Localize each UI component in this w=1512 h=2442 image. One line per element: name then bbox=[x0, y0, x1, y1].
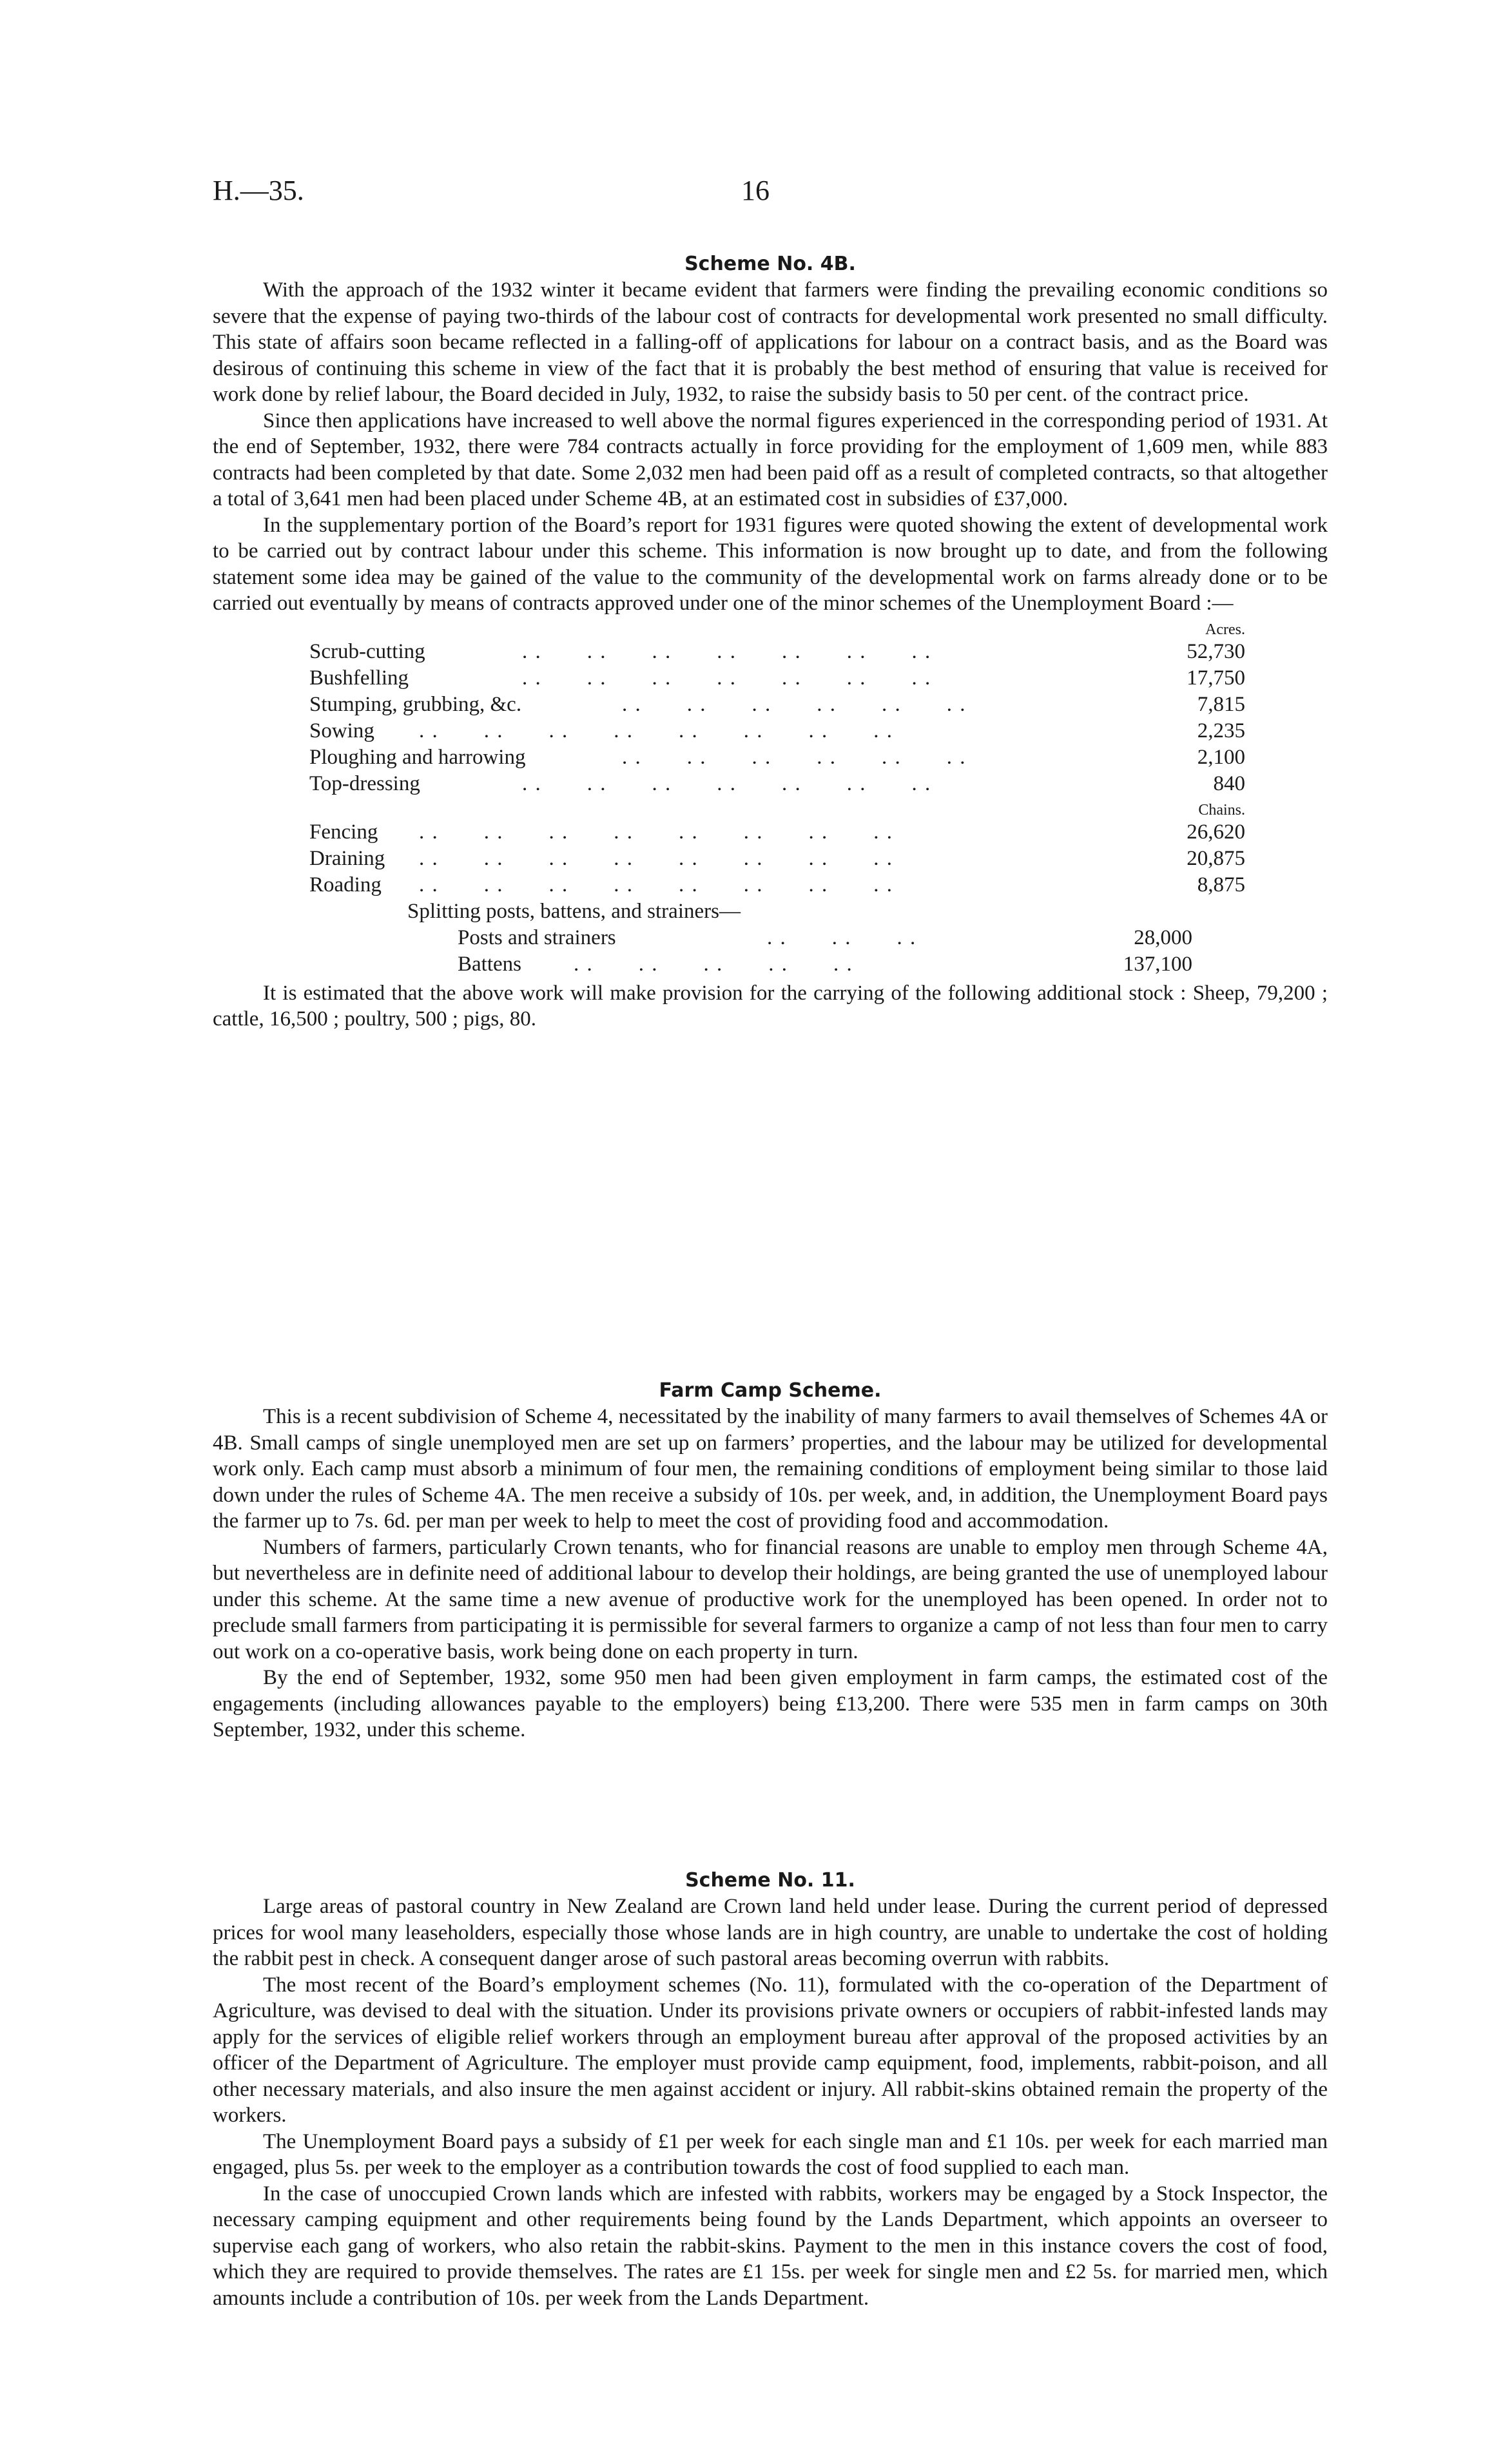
row-value: 137,100 bbox=[1123, 952, 1192, 976]
row-value: 28,000 bbox=[1134, 925, 1192, 949]
paragraph: It is estimated that the above work will make provision for the carrying of the following additional stock : Sheep, 79,200 ; cattle, 16,500 ; poultry, 500 ; pigs, 80. bbox=[213, 981, 1328, 1031]
row-value: 2,235 bbox=[1197, 719, 1245, 742]
paragraph: The Unemployment Board pays a subsidy of £1 per week for each single man and £1 10s. per week for each married man engaged, plus 5s. per week to the employer as a contribution towards the cost of food supplied to each man. bbox=[213, 2129, 1328, 2179]
unit-header-chains: Chains. bbox=[1198, 801, 1245, 819]
row-value: 840 bbox=[1213, 771, 1245, 795]
paragraph: The most recent of the Board’s employment schemes (No. 11), formulated with the co-operation of the Department of Agriculture, was devised to deal with the situation. Under its provisions private owners or occupiers of rabbit-infested lands may apply for the services of eligible relief workers through an employment bureau after approval of the proposed activities by an officer of the Department of Agriculture. The employer must provide camp equipment, food, implements, rabbit-poison, and all other necessary materials, and also insure the men against accident or injury. All rabbit-skins obtained remain the property of the workers. bbox=[213, 1973, 1328, 2127]
section-title-scheme-11: Scheme No. 11. bbox=[685, 1869, 855, 1892]
page-number: 16 bbox=[741, 175, 770, 206]
row-label: Ploughing and harrowing bbox=[309, 745, 526, 769]
section-scheme-11 bbox=[213, 1868, 1328, 2311]
row-value: 7,815 bbox=[1197, 692, 1245, 716]
row-value: 52,730 bbox=[1187, 639, 1245, 663]
paragraph: With the approach of the 1932 winter it became evident that farmers were finding the prevailing economic conditions so severe that the expense of paying two-thirds of the labour cost of contracts for developmental work presented no small difficulty. This state of affairs soon became reflected in a falling-off of applications for labour on a contract basis, and as the Board was desirous of continuing this scheme in view of the fact that it is probably the best method of ensuring that value is received for work done by relief labour, the Board decided in July, 1932, to raise the subsidy basis to 50 per cent. of the contract price. bbox=[213, 278, 1328, 406]
row-label: Sowing bbox=[309, 719, 374, 742]
row-value: 2,100 bbox=[1197, 745, 1245, 769]
row-label: Battens bbox=[458, 952, 521, 976]
section-title-scheme-4b: Scheme No. 4B. bbox=[684, 253, 856, 275]
paragraph: By the end of September, 1932, some 950 men had been given employment in farm camps, the estimated cost of the engagements (including allowances payable to the employers) being £13,200. There were 535 men in farm camps on 30th September, 1932, under this scheme. bbox=[213, 1666, 1328, 1741]
paragraph: In the supplementary portion of the Board’s report for 1931 figures were quoted showing the extent of developmental work to be carried out by contract labour under this scheme. This information is now brought up to date, and from the following statement some idea may be gained of the value to the community of the developmental work on farms already done or to be carried out eventually by means of contracts approved under one of the minor schemes of the Unemployment Board :— bbox=[213, 513, 1328, 615]
row-value: 20,875 bbox=[1187, 846, 1245, 870]
row-label: Splitting posts, battens, and strainers— bbox=[407, 899, 741, 923]
row-value: 26,620 bbox=[1187, 820, 1245, 844]
section-title-farm-camp: Farm Camp Scheme. bbox=[659, 1379, 882, 1402]
work-statement-table bbox=[213, 617, 1328, 978]
paragraph: This is a recent subdivision of Scheme 4, necessitated by the inability of many farmers to avail themselves of Schemes 4A or 4B. Small camps of single unemployed men are set up on farmers’ properties, and the labour may be utilized for developmental work only. Each camp must absorb a minimum of four men, the remaining conditions of employment being similar to those laid down under the rules of Scheme 4A. The men receive a subsidy of 10s. per week, and, in addition, the Unemployment Board pays the farmer up to 7s. 6d. per man per week to help to meet the cost of providing food and accommodation. bbox=[213, 1405, 1328, 1533]
table-row: Bushfelling . . . . . . . . . . . . . . 17,750 bbox=[213, 665, 1328, 692]
paragraph: In the case of unoccupied Crown lands which are infested with rabbits, workers may be engaged by a Stock Inspector, the necessary camping equipment and other requirements being found by the Lands Department, which appoints an overseer to supervise each gang of workers, who also retain the rabbit-skins. Payment to the men in this instance covers the cost of food, which they are required to provide themselves. The rates are £1 15s. per week for single men and £2 5s. for married men, which amounts include a contribution of 10s. per week from the Lands Department. bbox=[213, 2182, 1328, 2310]
row-label: Roading bbox=[309, 873, 382, 896]
section-farm-camp-scheme bbox=[213, 1378, 1328, 1743]
paragraph: Since then applications have increased to well above the normal figures experienced in the corresponding period of 1931. At the end of September, 1932, there were 784 contracts actually in force providing for the employment of 1,609 men, while 883 contracts had been completed by that date. Some 2,032 men had been paid off as a result of completed contracts, so that altogether a total of 3,641 men had been placed under Scheme 4B, at an estimated cost in subsidies of £37,000. bbox=[213, 409, 1328, 510]
table-row: Roading . . . . . . . . . . . . . . . . 8,875 bbox=[213, 872, 1328, 898]
row-label: Draining bbox=[309, 846, 385, 870]
table-row: Fencing . . . . . . . . . . . . . . . . 26,620 bbox=[213, 819, 1328, 846]
table-row: Battens . . . . . . . . . . 137,100 bbox=[213, 951, 1328, 978]
row-label: Bushfelling bbox=[309, 666, 409, 690]
table-row: Top-dressing . . . . . . . . . . . . . . 840 bbox=[213, 771, 1328, 797]
row-label: Scrub-cutting bbox=[309, 639, 425, 663]
row-label: Top-dressing bbox=[309, 771, 420, 795]
table-row: Stumping, grubbing, &c. . . . . . . . . . . . . 7,815 bbox=[213, 692, 1328, 718]
row-label: Stumping, grubbing, &c. bbox=[309, 692, 522, 716]
section-scheme-4b bbox=[213, 251, 1328, 1032]
table-row: Posts and strainers . . . . . . 28,000 bbox=[213, 925, 1328, 951]
document-reference: H.—35. bbox=[213, 175, 304, 206]
row-label: Fencing bbox=[309, 820, 378, 844]
table-row: Scrub-cutting . . . . . . . . . . . . . . 52,730 bbox=[213, 639, 1328, 665]
paragraph: Numbers of farmers, particularly Crown tenants, who for financial reasons are unable to employ men through Scheme 4A, but nevertheless are in definite need of additional labour to develop their holdings, are being granted the use of unemployed labour under this scheme. At the same time a new avenue of productive work for the unemployed has been opened. In order not to preclude small farmers from participating it is permissible for several farmers to organize a camp of not less than four men to carry out work on a co-operative basis, work being done on each property in turn. bbox=[213, 1535, 1328, 1663]
table-row: Ploughing and harrowing . . . . . . . . . . . . 2,100 bbox=[213, 744, 1328, 771]
paragraph: Large areas of pastoral country in New Zealand are Crown land held under lease. During the current period of depressed prices for wool many leaseholders, especially those whose lands are in high country, are unable to undertake the cost of holding the rabbit pest in check. A consequent danger arose of such pastoral areas becoming overrun with rabbits. bbox=[213, 1895, 1328, 1970]
table-row bbox=[213, 898, 1328, 925]
row-value: 8,875 bbox=[1197, 873, 1245, 896]
unit-header-acres: Acres. bbox=[1205, 621, 1245, 638]
table-row: Sowing . . . . . . . . . . . . . . . . 2,235 bbox=[213, 718, 1328, 744]
row-value: 17,750 bbox=[1187, 666, 1245, 690]
page-header bbox=[213, 174, 1328, 219]
table-row: Draining . . . . . . . . . . . . . . . . 20,875 bbox=[213, 846, 1328, 872]
row-label: Posts and strainers bbox=[458, 925, 616, 949]
